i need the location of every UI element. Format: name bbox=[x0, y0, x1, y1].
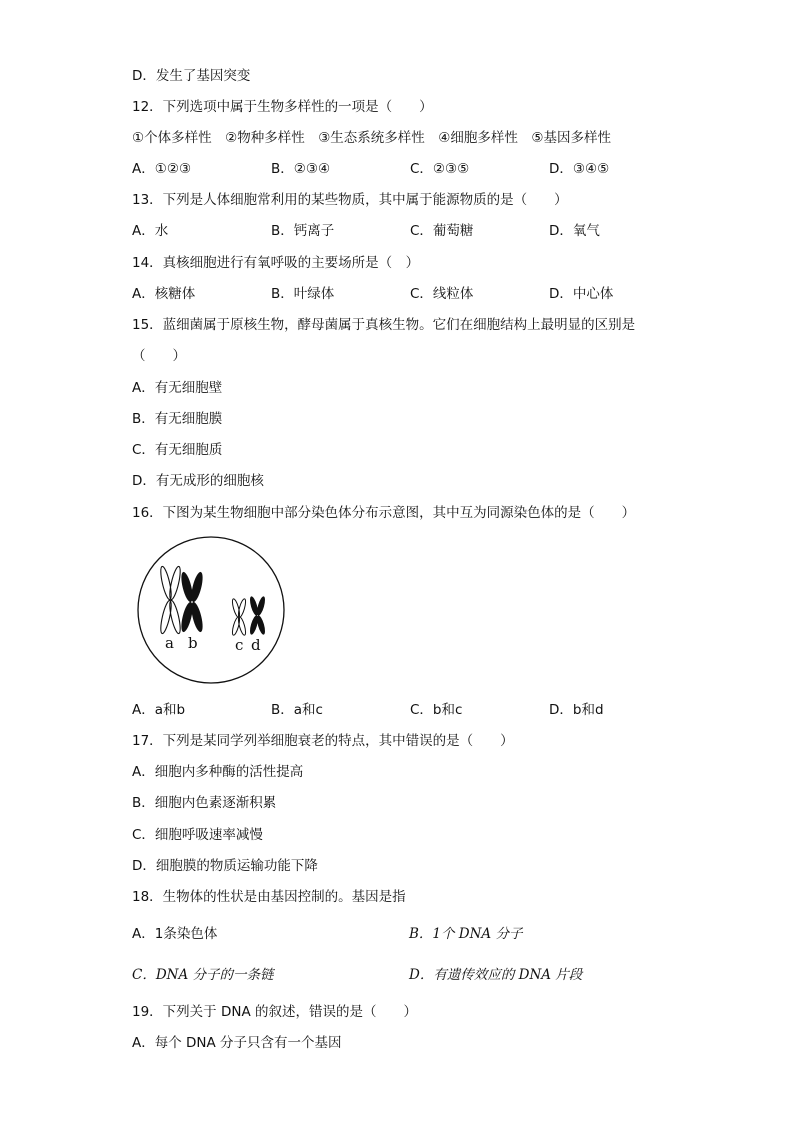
q12-stem: 12．下列选项中属于生物多样性的一项是（ ） bbox=[132, 99, 433, 115]
q12-option-c: C．②③⑤ bbox=[410, 161, 470, 177]
q17-option-b: B．细胞内色素逐渐积累 bbox=[132, 795, 277, 811]
chromosome-label-b: b bbox=[188, 634, 198, 652]
q12-option-b: B．②③④ bbox=[271, 161, 331, 177]
q12-items: ①个体多样性 ②物种多样性 ③生态系统多样性 ④细胞多样性 ⑤基因多样性 bbox=[132, 130, 612, 146]
chromosome-b bbox=[179, 571, 205, 633]
q14-option-b: B．叶绿体 bbox=[271, 286, 335, 302]
q14-option-a: A．核糖体 bbox=[132, 286, 196, 302]
q13-option-d: D．氧气 bbox=[549, 223, 600, 239]
q15-stem: 15．蓝细菌属于原核生物，酵母菌属于真核生物。它们在细胞结构上最明显的区别是 bbox=[132, 317, 636, 333]
q16-option-b: B．a和c bbox=[271, 702, 323, 718]
q19-stem: 19．下列关于 DNA 的叙述，错误的是（ ） bbox=[132, 1004, 417, 1020]
q17-option-d: D．细胞膜的物质运输功能下降 bbox=[132, 858, 318, 874]
chromosome-c bbox=[231, 598, 247, 636]
q16-stem: 16．下图为某生物细胞中部分染色体分布示意图，其中互为同源染色体的是（ ） bbox=[132, 505, 636, 521]
q19-option-a: A．每个 DNA 分子只含有一个基因 bbox=[132, 1035, 342, 1051]
q18-stem: 18．生物体的性状是由基因控制的。基因是指 bbox=[132, 889, 406, 905]
q17-stem: 17．下列是某同学列举细胞衰老的特点，其中错误的是（ ） bbox=[132, 733, 514, 749]
chromosome-label-c: c bbox=[235, 636, 244, 654]
q17-option-a: A．细胞内多种酶的活性提高 bbox=[132, 764, 304, 780]
q15-option-c: C．有无细胞质 bbox=[132, 442, 223, 458]
q13-stem: 13．下列是人体细胞常利用的某些物质，其中属于能源物质的是（ ） bbox=[132, 192, 568, 208]
q18-option-c: C．DNA 分子的一条链 bbox=[132, 967, 274, 983]
chromosome-label-a: a bbox=[165, 634, 174, 652]
chromosome-label-d: d bbox=[251, 636, 261, 654]
q14-option-d: D．中心体 bbox=[549, 286, 614, 302]
chromosome-a bbox=[159, 566, 183, 635]
q15-option-d: D．有无成形的细胞核 bbox=[132, 473, 264, 489]
chromosome-diagram bbox=[132, 532, 292, 688]
q13-option-a: A．水 bbox=[132, 223, 169, 239]
q18-option-d: D．有遗传效应的 DNA 片段 bbox=[409, 967, 583, 983]
q15-option-b: B．有无细胞膜 bbox=[132, 411, 223, 427]
q15-paren: （ ） bbox=[132, 348, 186, 364]
q17-option-c: C．细胞呼吸速率减慢 bbox=[132, 827, 263, 843]
q13-option-b: B．钙离子 bbox=[271, 223, 335, 239]
q12-option-a: A．①②③ bbox=[132, 161, 192, 177]
q14-stem: 14．真核细胞进行有氧呼吸的主要场所是（ ） bbox=[132, 255, 420, 271]
chromosome-d bbox=[248, 596, 266, 636]
q15-option-a: A．有无细胞壁 bbox=[132, 380, 223, 396]
q18-option-a: A．1条染色体 bbox=[132, 926, 218, 942]
q18-option-b: B．1个 DNA 分子 bbox=[409, 926, 523, 942]
q16-option-a: A．a和b bbox=[132, 702, 186, 718]
q12-option-d: D．③④⑤ bbox=[549, 161, 610, 177]
q14-option-c: C．线粒体 bbox=[410, 286, 474, 302]
q13-option-c: C．葡萄糖 bbox=[410, 223, 474, 239]
q16-option-d: D．b和d bbox=[549, 702, 604, 718]
q11-option-d: D．发生了基因突变 bbox=[132, 68, 251, 84]
q16-option-c: C．b和c bbox=[410, 702, 463, 718]
